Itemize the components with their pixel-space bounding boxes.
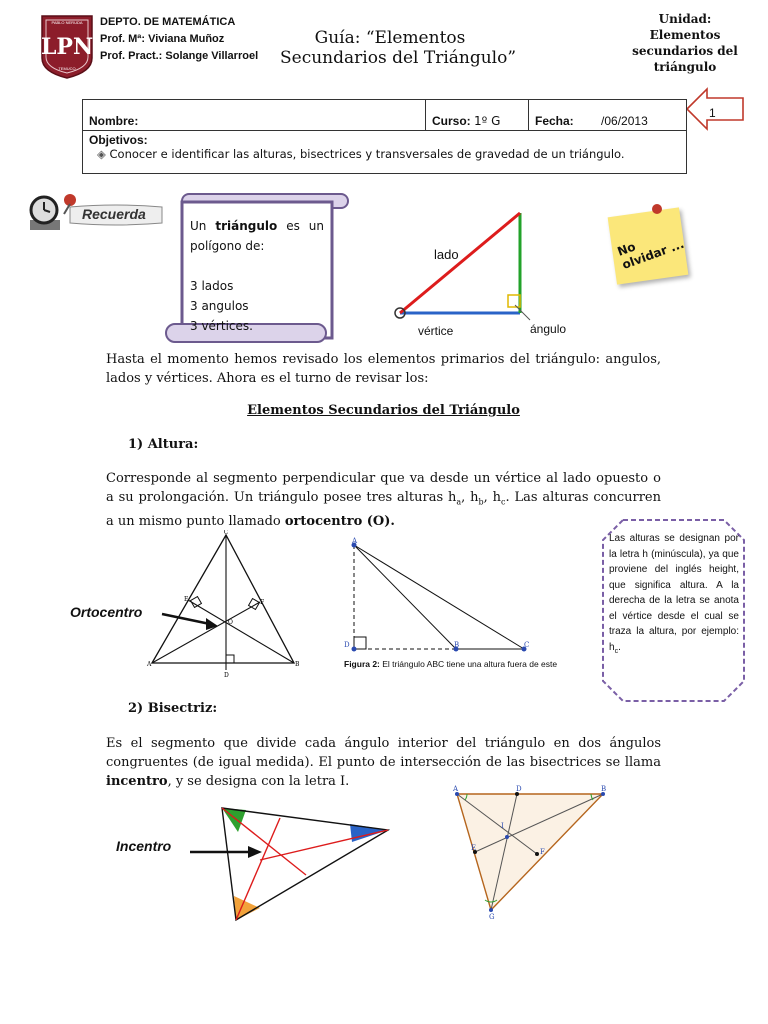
svg-text:A: A <box>453 785 459 793</box>
svg-text:B: B <box>295 661 300 668</box>
altura-paragraph: Corresponde al segmento perpendicular que va desde un vértice al lado opuesto o a su prolongación. Un triángulo posee tres alturas $h_a$, $h_b$, $h_c$. Las alturas concurren a un mismo punto llamado ortocentro (O). <box>106 471 661 529</box>
recuerda-banner <box>68 203 164 227</box>
svg-text:C: C <box>524 641 530 649</box>
bisectriz-paragraph: Es el segmento que divide cada ángulo interior del triángulo en dos ángulos congruentes (de igual medida). El punto de intersección de las bisectrices se llama incentro, y se designa con la letra I. <box>106 736 661 789</box>
pin-icon <box>652 204 662 214</box>
vertice-label: vértice <box>418 324 454 338</box>
unidad-box: Unidad: Elementos secundarios del triángulo <box>632 12 738 74</box>
altura-note-box: Las alturas se designan por la letra h (minúscula), ya que proviene del inglés height, que significa altura. A la derecha de la letra se anota el vértice desde el cual se traza la altura, por ejemplo: $h_c$. <box>601 518 746 703</box>
svg-text:A: A <box>147 661 152 668</box>
svg-text:D: D <box>224 672 229 679</box>
fecha-cell[interactable]: Fecha: /06/2013 <box>529 100 687 131</box>
ortocentro-arrow <box>160 610 220 630</box>
header-info <box>100 14 258 65</box>
number-arrow <box>685 86 745 132</box>
pract-label: Prof. Pract.: Solange Villarroel <box>100 50 259 62</box>
logo-bottom-text: TEMUCO <box>58 66 76 71</box>
triangle-elements-figure <box>390 205 567 345</box>
objetivos-label: Objetivos: <box>89 133 148 147</box>
objetivos-cell <box>83 131 687 174</box>
svg-text:I: I <box>501 822 504 830</box>
svg-text:E: E <box>184 596 189 603</box>
incentro-label: Incentro <box>116 838 172 854</box>
incentro-arrow <box>188 844 264 858</box>
incenter-figure <box>210 800 395 925</box>
dept-label: DEPTO. DE MATEMÁTICA <box>100 16 236 28</box>
prof-label: Prof. Mª: Viviana Muñoz <box>100 33 225 45</box>
ortocentro-label: Ortocentro <box>70 604 143 620</box>
svg-text:C: C <box>223 530 229 536</box>
lado-label: lado <box>434 247 459 262</box>
sticky-note <box>608 207 689 284</box>
intro-paragraph: Hasta el momento hemos revisado los elementos primarios del triángulo: angulos, lados y vértices. Ahora es el turno de revisar los: <box>106 352 661 386</box>
diamond-bullet-icon: ◈ <box>97 147 106 161</box>
orthocenter-figure <box>144 530 304 680</box>
obtuse-triangle-figure <box>340 535 550 655</box>
svg-text:B: B <box>601 785 607 793</box>
svg-text:F: F <box>540 848 545 856</box>
nombre-label[interactable]: Nombre: <box>83 100 426 131</box>
scroll-box: Un triángulo es un polígono de: 3 lados 3 angulos 3 vértices. <box>160 188 355 350</box>
svg-text:D: D <box>344 641 350 649</box>
note-text: Las alturas se designan por la letra h (minúscula), ya que proviene del inglés height, que significa altura. A la derecha de la letra se anota el vértice desde el cual se traza la altura, por ejemplo: h <box>609 533 739 653</box>
svg-text:E: E <box>471 844 477 852</box>
angulo-label: ángulo <box>530 322 567 336</box>
arrow-number: 1 <box>709 106 716 120</box>
student-form <box>82 99 687 174</box>
svg-text:G: G <box>489 913 495 921</box>
logo-top-text: PABLO NERUDA <box>51 20 83 25</box>
school-logo <box>40 14 94 80</box>
altura-heading: 1) Altura: <box>128 437 199 452</box>
sticky-text: No olvidar ... <box>615 236 686 273</box>
bisectors-figure <box>445 782 615 922</box>
fecha-value: /06/2013 <box>601 114 648 128</box>
svg-text:A: A <box>352 537 358 545</box>
curso-cell[interactable]: Curso: 1º G <box>426 100 529 131</box>
page-title: Guía: “Elementos Secundarios del Triángulo” <box>280 28 517 68</box>
objetivo-text: Conocer e identificar las alturas, bisectrices y transversales de gravedad de un triángulo. <box>109 147 625 161</box>
curso-value: 1º G <box>474 114 501 128</box>
svg-text:D: D <box>516 785 522 793</box>
bisectriz-heading: 2) Bisectriz: <box>128 701 218 716</box>
svg-text:O: O <box>228 619 233 626</box>
logo-letters: LPN <box>40 34 94 60</box>
svg-text:B: B <box>454 641 460 649</box>
recuerda-label: Recuerda <box>82 206 146 222</box>
figure2-caption: Figura 2: El triángulo ABC tiene una altura fuera de este <box>344 659 558 669</box>
svg-text:F: F <box>260 599 265 606</box>
scroll-list: 3 lados 3 angulos 3 vértices. <box>190 279 253 333</box>
section-title: Elementos Secundarios del Triángulo <box>247 403 520 418</box>
